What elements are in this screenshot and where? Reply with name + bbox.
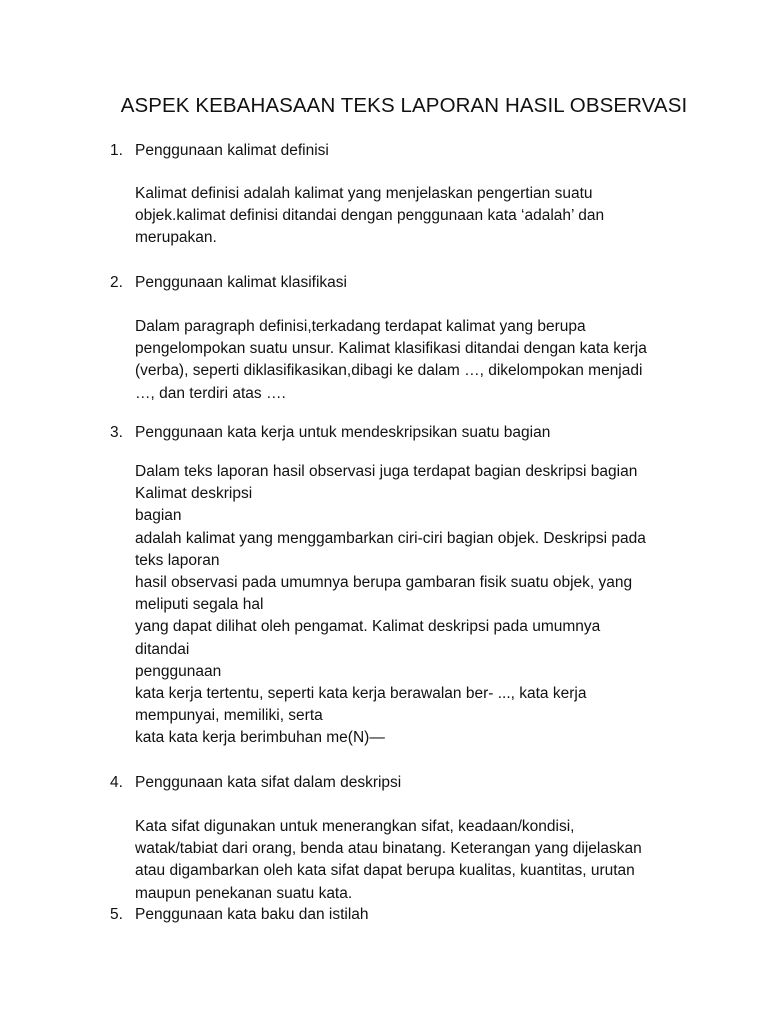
paragraph-line: kata kata kerja berimbuhan me(N)— — [135, 729, 385, 747]
list-number: 4. — [110, 774, 123, 791]
paragraph-line: Kata sifat digunakan untuk menerangkan sifat, keadaan/kondisi, — [135, 818, 575, 835]
paragraph-line: pengelompokan suatu unsur. Kalimat klasifikasi ditandai dengan kata kerja — [135, 340, 647, 358]
section-heading: Penggunaan kata kerja untuk mendeskripsikan suatu bagian — [135, 424, 551, 441]
paragraph-line: ditandai — [135, 640, 190, 658]
paragraph-line: meliputi segala hal — [135, 596, 264, 614]
section-heading: Penggunaan kalimat definisi — [135, 142, 329, 159]
paragraph-line: teks laporan — [135, 551, 220, 569]
paragraph-line: …, dan terdiri atas …. — [135, 384, 286, 402]
section-paragraph — [135, 183, 675, 250]
paragraph-line: Kalimat deskripsi — [135, 485, 253, 503]
paragraph-line: maupun penekanan suatu kata. — [135, 884, 353, 902]
document-title: ASPEK KEBAHASAAN TEKS LAPORAN HASIL OBSERVASI — [120, 94, 688, 117]
section-paragraph — [135, 816, 675, 905]
section-heading: Penggunaan kata sifat dalam deskripsi — [135, 774, 402, 791]
paragraph-line: bagian — [135, 507, 182, 525]
list-number: 5. — [110, 906, 123, 923]
paragraph-line: atau digambarkan oleh kata sifat dapat berupa kualitas, kuantitas, urutan — [135, 862, 635, 880]
list-number: 3. — [110, 424, 123, 441]
section-heading: Penggunaan kalimat klasifikasi — [135, 274, 347, 291]
paragraph-line: objek.kalimat definisi ditandai dengan penggunaan kata ‘adalah’ dan — [135, 207, 605, 225]
paragraph-line: kata kerja tertentu, seperti kata kerja berawalan ber- ..., kata kerja — [135, 685, 587, 703]
paragraph-line: Dalam teks laporan hasil observasi juga terdapat bagian deskripsi bagian — [135, 463, 638, 480]
paragraph-line: (verba), seperti diklasifikasikan,dibagi ke dalam …, dikelompokan menjadi — [135, 362, 643, 380]
list-number: 1. — [110, 142, 123, 159]
paragraph-line: penggunaan — [135, 662, 222, 680]
paragraph-line: watak/tabiat dari orang, benda atau binatang. Keterangan yang dijelaskan — [135, 840, 642, 858]
section-paragraph — [135, 316, 675, 405]
paragraph-line: Dalam paragraph definisi,terkadang terdapat kalimat yang berupa — [135, 318, 586, 335]
section-paragraph — [135, 461, 675, 750]
section-heading: Penggunaan kata baku dan istilah — [135, 906, 369, 923]
paragraph-line: hasil observasi pada umumnya berupa gambaran fisik suatu objek, yang — [135, 574, 633, 592]
paragraph-line: merupakan. — [135, 229, 217, 247]
paragraph-line: mempunyai, memiliki, serta — [135, 707, 323, 725]
list-number: 2. — [110, 274, 123, 291]
paragraph-line: adalah kalimat yang menggambarkan ciri-ciri bagian objek. Deskripsi pada — [135, 529, 646, 547]
paragraph-line: Kalimat definisi adalah kalimat yang menjelaskan pengertian suatu — [135, 185, 593, 202]
paragraph-line: yang dapat dilihat oleh pengamat. Kalimat deskripsi pada umumnya — [135, 618, 601, 636]
